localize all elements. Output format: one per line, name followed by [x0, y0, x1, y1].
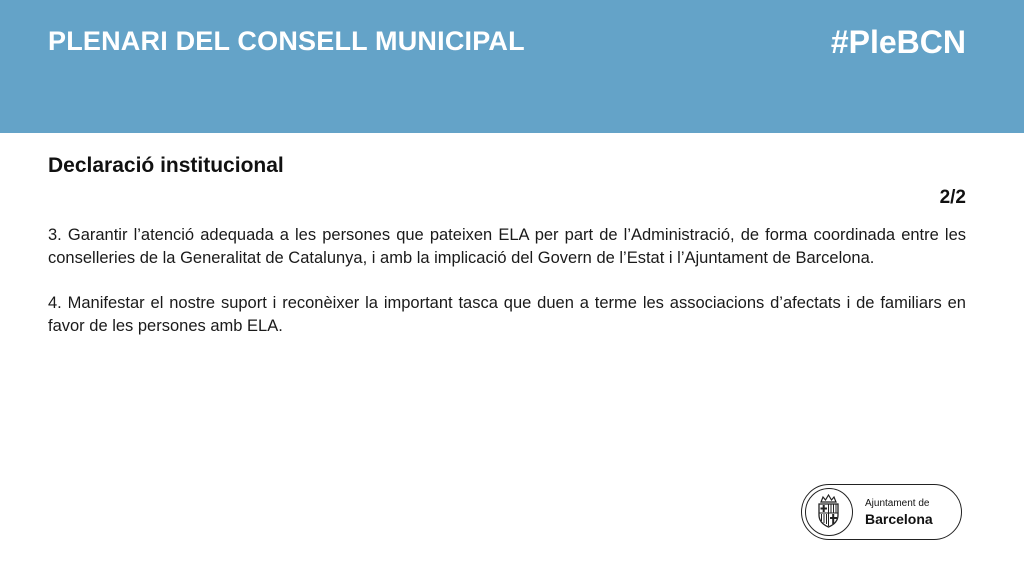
paragraph-3: 3. Garantir l’atenció adequada a les persones que pateixen ELA per part de l’Administració, de forma coordinada entre les conselleries de la Generalitat de Catalunya, i amb la implicació del Govern de l’Estat i l’Ajuntament de Barcelona. — [48, 226, 966, 267]
paragraph-4: 4. Manifestar el nostre suport i reconèixer la important tasca que duen a terme les associacions d’afectats i de familiars en favor de les persones amb ELA. — [48, 294, 966, 335]
hashtag: #PleBCN — [830, 24, 966, 60]
page-indicator: 2/2 — [939, 187, 966, 208]
logo-text-barcelona: Barcelona — [865, 511, 933, 527]
logo-text-ajuntament: Ajuntament de — [865, 498, 930, 509]
barcelona-coat-of-arms-icon — [805, 488, 853, 536]
ajuntament-logo — [801, 484, 962, 540]
header-bar — [0, 0, 1024, 133]
section-title: Declaració institucional — [48, 154, 284, 177]
declaration-body — [48, 224, 966, 360]
header-title: PLENARI DEL CONSELL MUNICIPAL — [48, 26, 525, 56]
